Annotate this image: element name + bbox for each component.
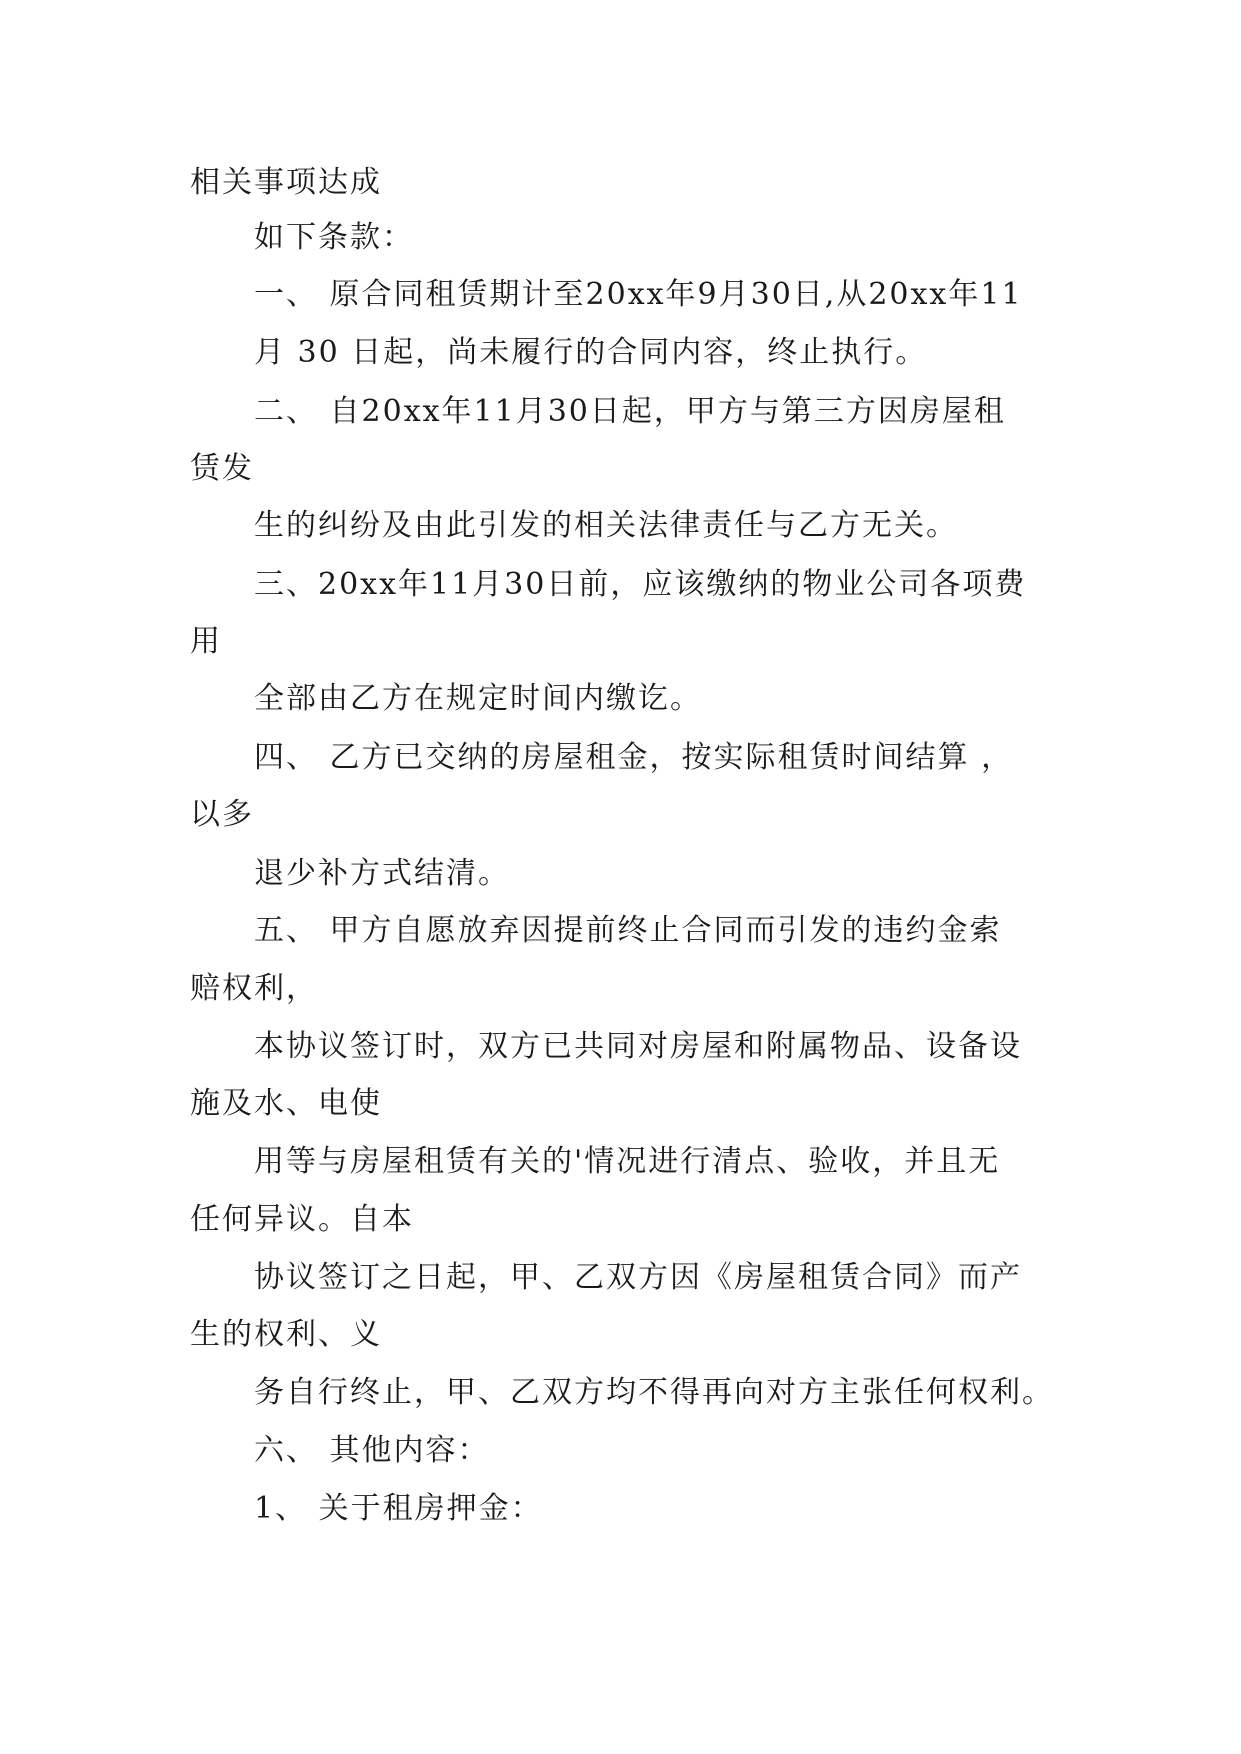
text-line: 本协议签订时，双方已共同对房屋和附属物品、设备设	[254, 1029, 1022, 1064]
text-line: 施及水、电使	[190, 1086, 382, 1121]
text-line: 三、20xx年11月30日前，应该缴纳的物业公司各项费	[254, 567, 1027, 602]
text-line: 务自行终止，甲、乙双方均不得再向对方主张任何权利。	[254, 1375, 1054, 1410]
text-line: 赔权利，	[190, 971, 318, 1006]
text-line: 1、 关于租房押金：	[254, 1491, 543, 1526]
text-line: 二、 自20xx年11月30日起，甲方与第三方因房屋租	[254, 394, 1006, 429]
text-line: 四、 乙方已交纳的房屋租金，按实际租赁时间结算 ，	[254, 740, 1014, 775]
text-line: 全部由乙方在规定时间内缴讫。	[254, 681, 702, 716]
text-line: 任何异议。自本	[190, 1202, 414, 1237]
text-line: 一、 原合同租赁期计至20xx年9月30日,从20xx年11	[254, 277, 1023, 312]
text-line: 六、 其他内容：	[254, 1433, 490, 1468]
text-line: 五、 甲方自愿放弃因提前终止合同而引发的违约金索	[254, 913, 1002, 948]
text-line: 月 30 日起，尚未履行的合同内容，终止执行。	[254, 335, 928, 370]
text-line: 退少补方式结清。	[254, 856, 510, 891]
text-line: 生的纠纷及由此引发的相关法律责任与乙方无关。	[254, 508, 958, 543]
text-line: 用等与房屋租赁有关的'情况进行清点、验收，并且无	[254, 1144, 1001, 1179]
text-line: 协议签订之日起，甲、乙双方因《房屋租赁合同》而产	[254, 1260, 1022, 1295]
text-line: 以多	[190, 797, 254, 832]
text-line: 用	[190, 624, 222, 659]
text-line: 赁发	[190, 451, 254, 486]
text-line: 如下条款：	[254, 220, 414, 255]
text-line: 相关事项达成	[190, 165, 382, 200]
text-line: 生的权利、义	[190, 1317, 382, 1352]
